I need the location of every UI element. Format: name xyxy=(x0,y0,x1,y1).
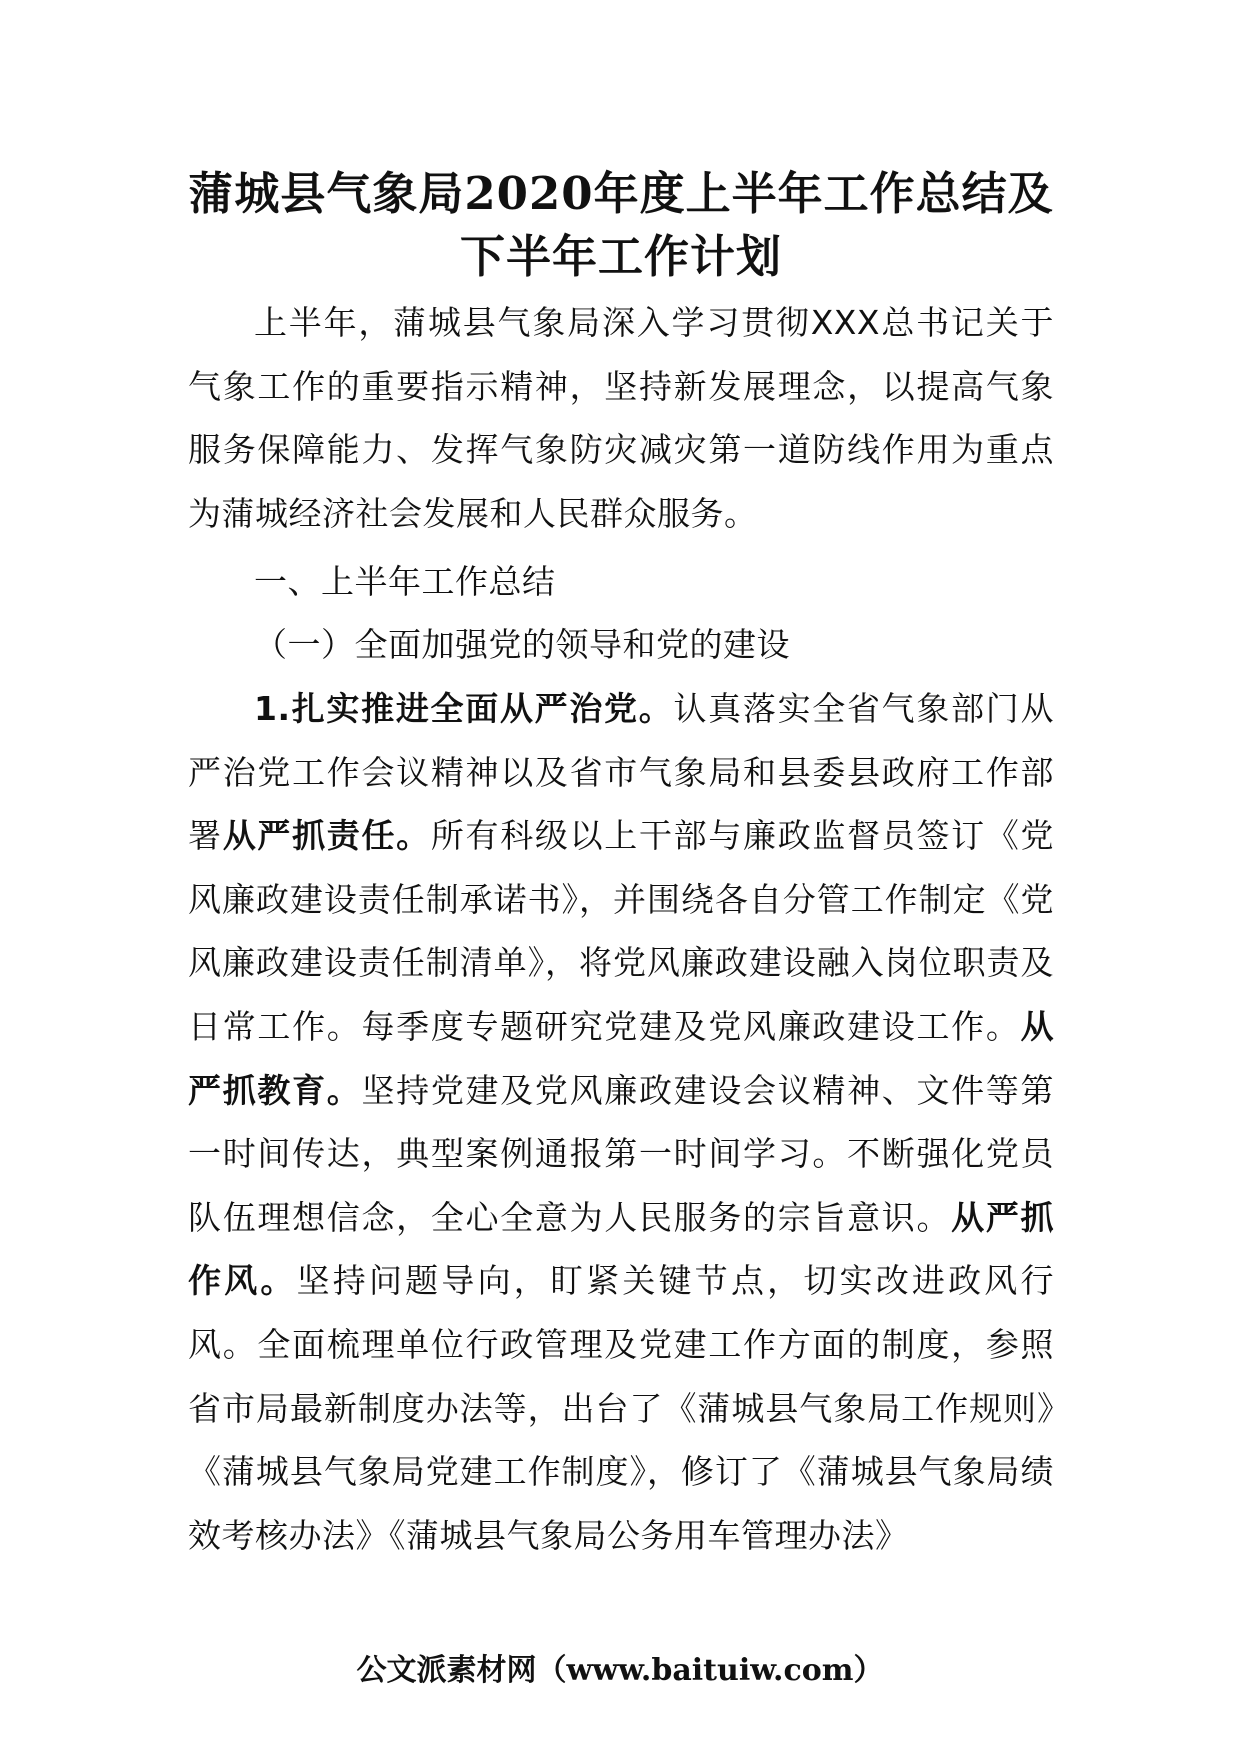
item-lead-bold: 1.扎实推进全面从严治党。 xyxy=(254,689,674,728)
subsection-heading: （一）全面加强党的领导和党的建设 xyxy=(254,625,790,664)
section-heading: 一、上半年工作总结 xyxy=(254,562,556,601)
body-paragraph-item1 xyxy=(188,677,1054,1567)
item-text-3: 坚持党建及党风廉政建设会议精神、文件等第一时间传达，典型案例通报第一时间学习。不断强化党员队伍理想信念，全心全意为人民服务的宗旨意识。 xyxy=(188,1070,1054,1237)
intro-paragraph: 上半年，蒲城县气象局深入学习贯彻XXX总书记关于气象工作的重要指示精神，坚持新发展理念，以提高气象服务保障能力、发挥气象防灾减灾第一道防线作用为重点为蒲城经济社会发展和人民群众服务。 xyxy=(188,303,1054,533)
item-bold-style: 从严抓作风。 xyxy=(188,1197,1054,1301)
item-text-2: 所有科级以上干部与廉政监督员签订《党风廉政建设责任制承诺书》，并围绕各自分管工作制定《党风廉政建设责任制清单》，将党风廉政建设融入岗位职责及日常工作。每季度专题研究党建及党风廉政建设工作。 xyxy=(188,816,1054,1046)
item-bold-education: 从严抓教育。 xyxy=(188,1006,1054,1110)
item-text-4: 坚持问题导向，盯紧关键节点，切实改进政风行风。全面梳理单位行政管理及党建工作方面的制度，参照省市局最新制度办法等，出台了《蒲城县气象局工作规则》《蒲城县气象局党建工作制度》，修订了《蒲城县气象局绩效考核办法》《蒲城县气象局公务用车管理办法》 xyxy=(188,1261,1055,1555)
item-bold-responsibility: 从严抓责任。 xyxy=(222,816,431,856)
document-title-line2: 下半年工作计划 xyxy=(459,230,782,283)
footer-source: 公文派素材网（www.baituiw.com） xyxy=(356,1653,884,1688)
item-text-1: 认真落实全省气象部门从严治党工作会议精神以及省市气象局和县委县政府工作部署 xyxy=(188,689,1054,856)
document-title-line1: 蒲城县气象局2020年度上半年工作总结及 xyxy=(188,167,1054,220)
